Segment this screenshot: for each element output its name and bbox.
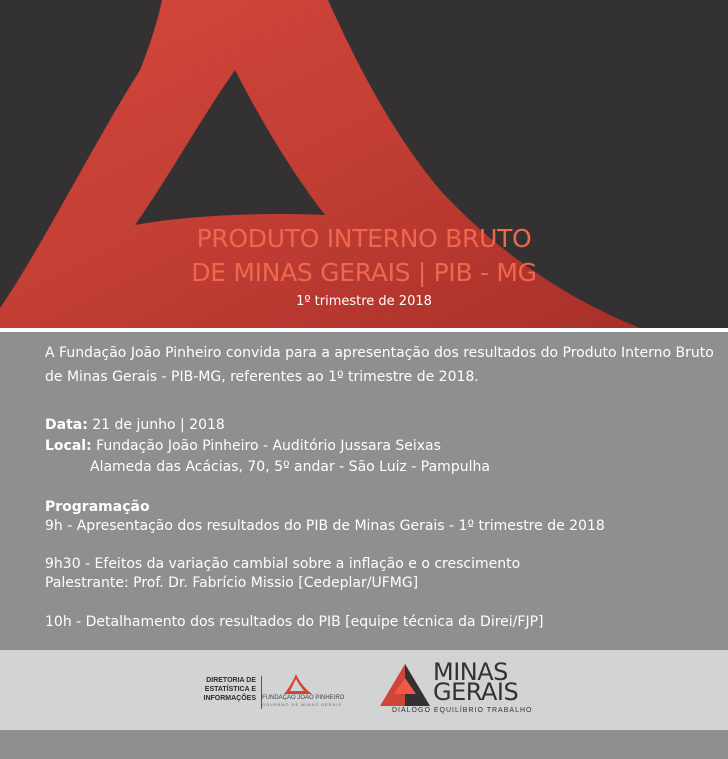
direi-line1: DIRETORIA DE: [206, 677, 256, 684]
intro-paragraph: A Fundação João Pinheiro convida para a apresentação dos resultados do Produto Interno Bruto de Minas Gerais - PIB-MG, referentes ao 1º trimestre de 2018.: [45, 345, 714, 385]
program-item-1: 9h - Apresentação dos resultados do PIB de Minas Gerais - 1º trimestre de 2018: [45, 518, 605, 534]
event-subtitle: 1º trimestre de 2018: [296, 294, 432, 309]
date-value: 21 de junho | 2018: [92, 417, 225, 433]
direi-label: [200, 676, 256, 703]
minas-gerais-logo: [380, 658, 540, 724]
mg-wordmark-line2: GERAIS: [433, 678, 519, 706]
location-row: [45, 436, 490, 457]
fjp-logo: [200, 672, 360, 714]
mg-wordmark-line1: MINAS: [433, 658, 508, 686]
fjp-government: GOVERNO DE MINAS GERAIS: [262, 702, 343, 707]
program-item-2-speaker: Palestrante: Prof. Dr. Fabrício Missio [Cedeplar/UFMG]: [45, 575, 419, 591]
date-label: Data:: [45, 417, 88, 433]
mg-tagline: DIÁLOGO EQUILÍBRIO TRABALHO: [392, 707, 533, 714]
location-line1: Fundação João Pinheiro - Auditório Jussara Seixas: [96, 438, 441, 454]
footer-bottom-band: [0, 730, 728, 759]
title-block: [0, 222, 728, 309]
direi-line2: ESTATÍSTICA E: [204, 686, 256, 693]
program-section: [45, 498, 605, 632]
event-title-line1: PRODUTO INTERNO BRUTO: [196, 224, 532, 253]
event-title-line2: DE MINAS GERAIS | PIB - MG: [191, 258, 537, 287]
date-row: [45, 415, 490, 436]
direi-line3: INFORMAÇÕES: [203, 695, 256, 702]
footer-logos: [0, 650, 728, 730]
event-details: [45, 415, 490, 478]
location-line2: Alameda das Acácias, 70, 5º andar - São Luiz - Pampulha: [90, 459, 490, 475]
invitation-body: [0, 332, 728, 650]
program-item-3: 10h - Detalhamento dos resultados do PIB [equipe técnica da Direi/FJP]: [45, 614, 544, 630]
header-banner: [0, 0, 728, 328]
program-title: Programação: [45, 499, 150, 515]
minas-gerais-triangle-icon: [380, 664, 430, 706]
program-item-2-title: 9h30 - Efeitos da variação cambial sobre a inflação e o crescimento: [45, 556, 521, 572]
fjp-triangle-icon: [284, 674, 312, 694]
location-label: Local:: [45, 438, 92, 454]
fjp-name: FUNDAÇÃO JOÃO PINHEIRO: [262, 695, 345, 701]
